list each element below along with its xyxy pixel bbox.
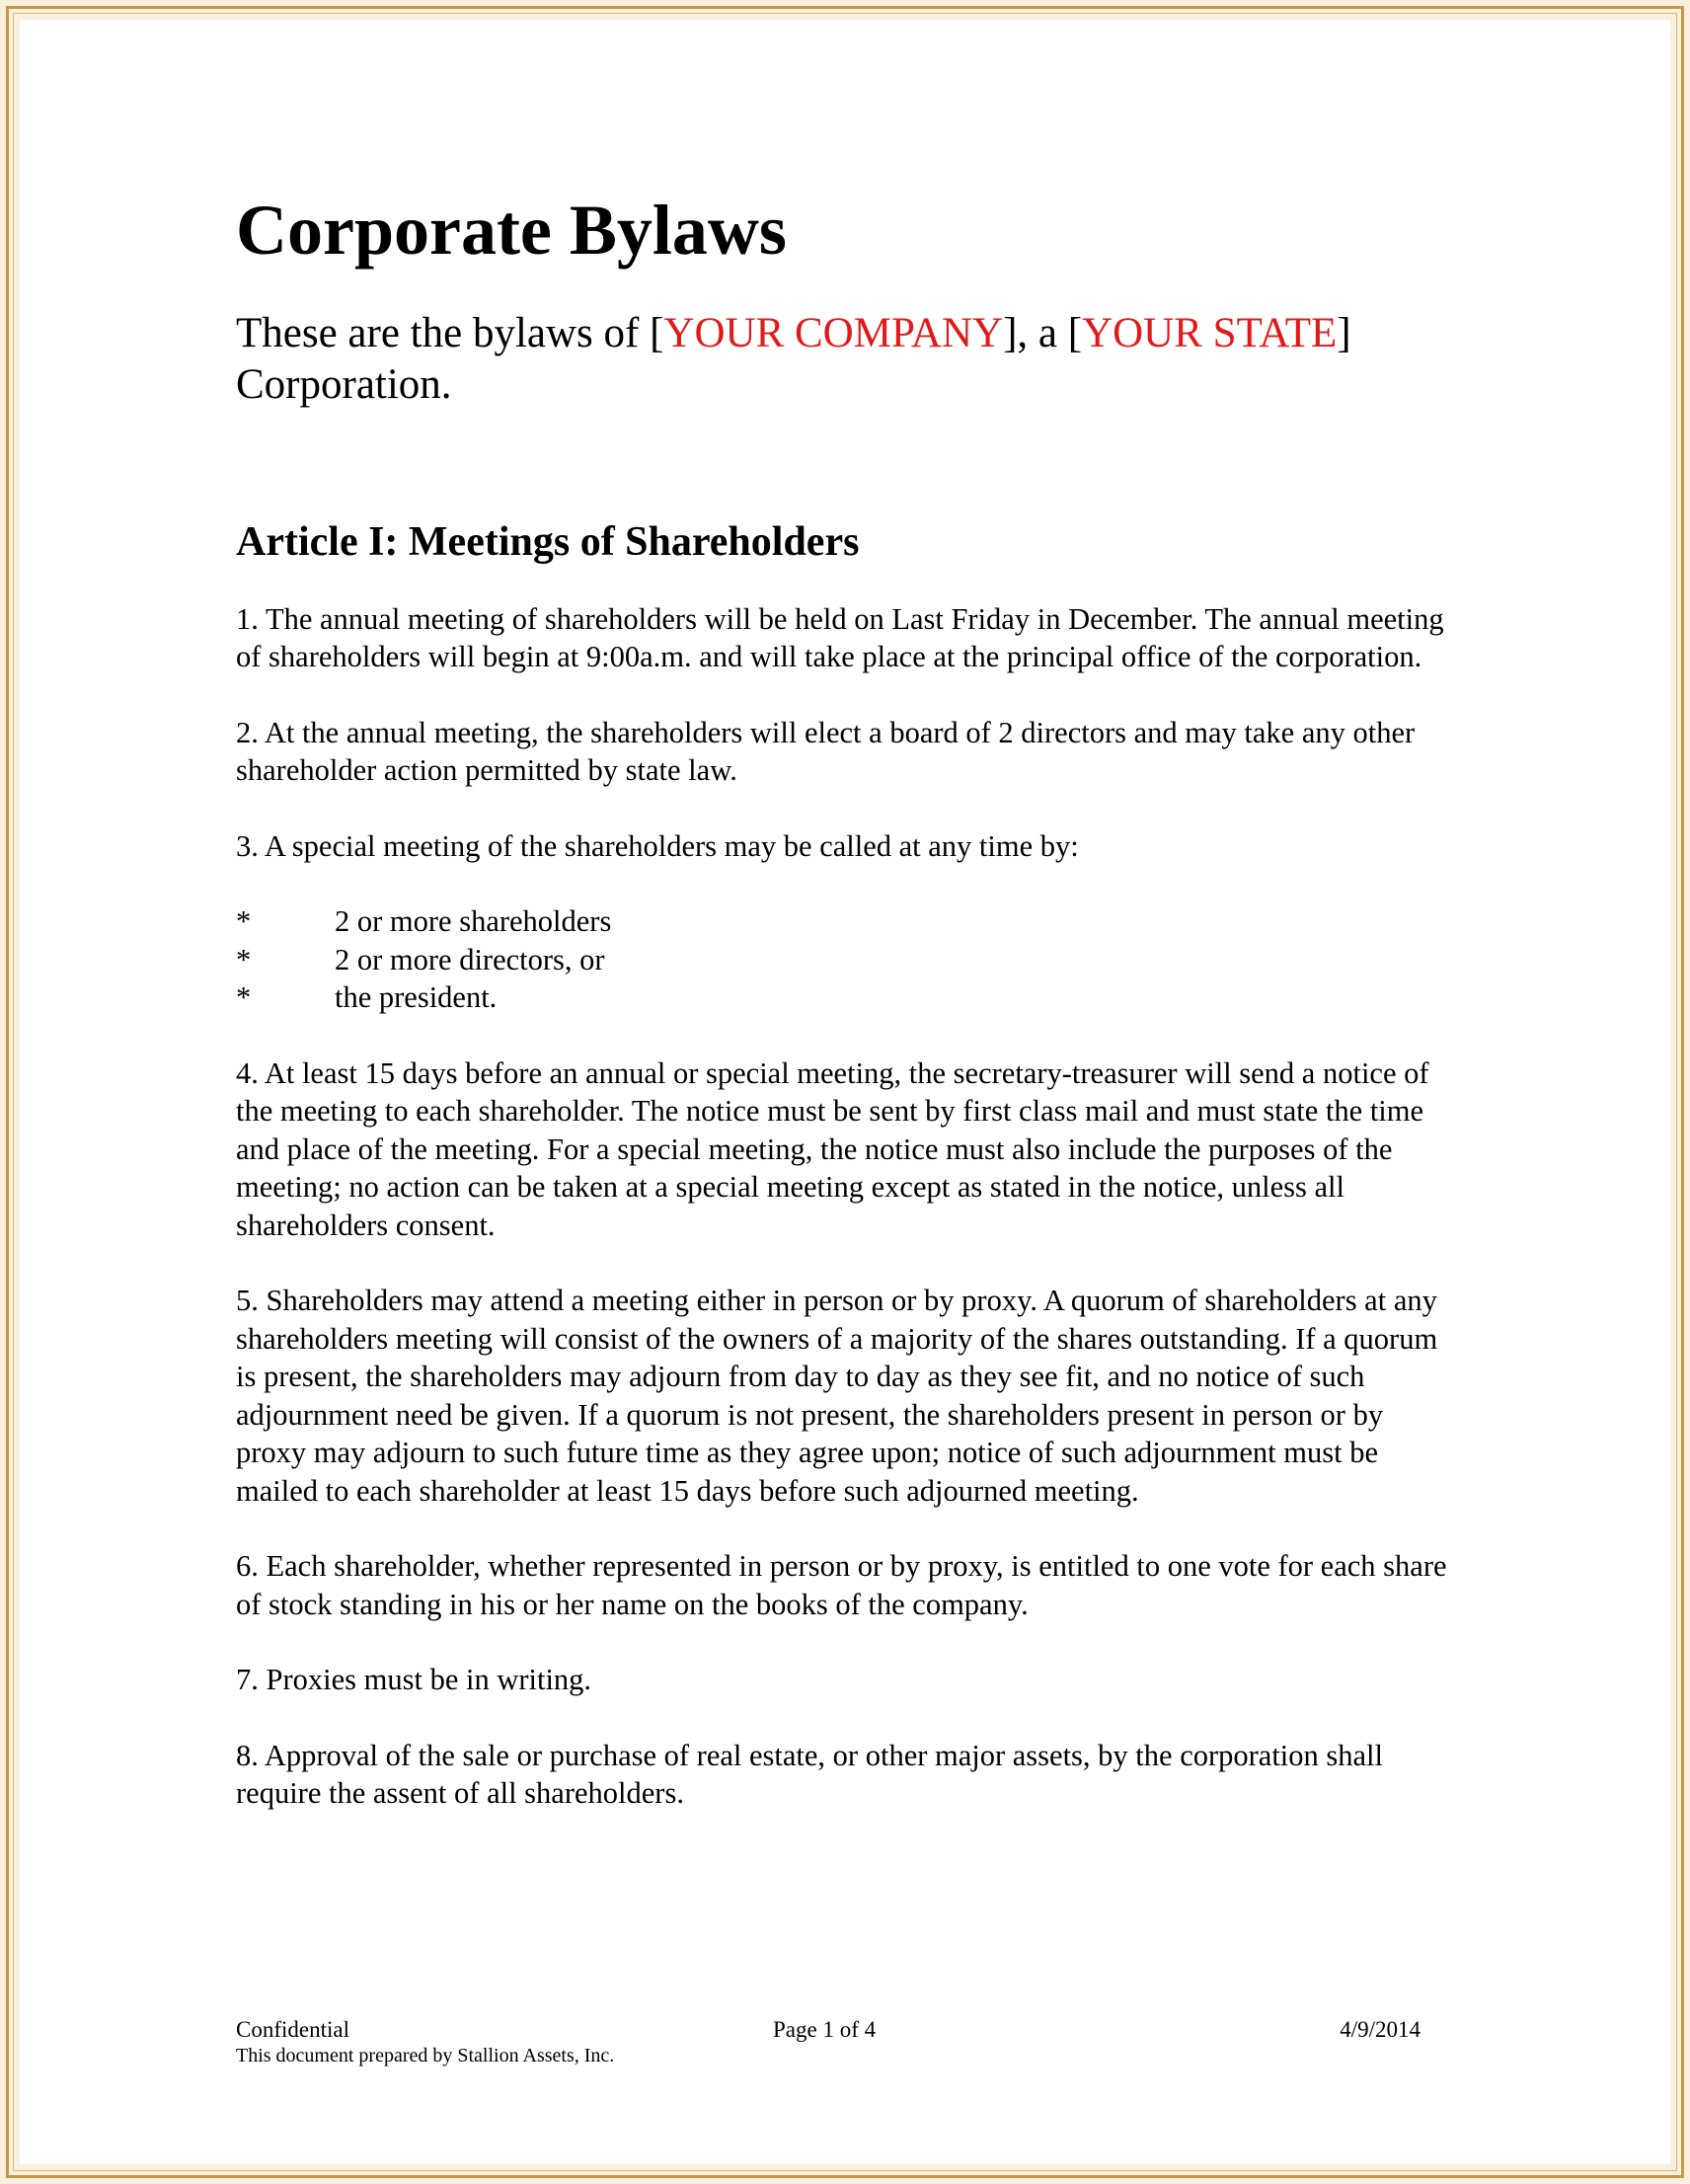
bullet-marker: * [236,904,252,939]
bullet-marker: * [236,980,252,1015]
paragraph-4: 4. At least 15 days before an annual or special meeting, the secretary-treasurer will send a notice of the meeting to each shareholder. The notice must be sent by first class mail and must state the time and place of the meeting. For a special meeting, the notice must also include the purposes of the meeting; no action can be taken at a special meeting except as stated in the notice, unless all shareholders consent. [236,1055,1429,1242]
intro-suffix: ] Corporation. [236,310,1351,409]
paragraph-7: 7. Proxies must be in writing. [236,1663,592,1697]
footer-confidential: Confidential [236,2017,349,2042]
paragraph-6: 6. Each shareholder, whether represented in person or by proxy, is entitled to one vote for each share of stock standing in his or her name on the books of the company. [236,1549,1447,1621]
footer-date: 4/9/2014 [1340,2017,1421,2042]
bullet-text: the president. [335,980,498,1015]
company-placeholder: YOUR COMPANY [663,310,1004,357]
document-title: Corporate Bylaws [236,191,787,270]
intro-middle: ], a [ [1003,310,1083,357]
intro-prefix: These are the bylaws of [ [236,310,664,357]
paragraph-2: 2. At the annual meeting, the shareholders will elect a board of 2 directors and may take any other shareholder action permitted by state law. [236,715,1416,788]
paragraph-5: 5. Shareholders may attend a meeting either in person or by proxy. A quorum of shareholders at any shareholders meeting will consist of the owners of a majority of the shares outstanding. If a quorum is present, the shareholders may adjourn from day to day as they see fit, and no notice of such adjournment need be given. If a quorum is not present, the shareholders present in person or by proxy may adjourn to such future time as they agree upon; notice of such adjournment must be mailed to each shareholder at least 15 days before such adjourned meeting. [236,1284,1438,1508]
intro-statement [236,308,1450,411]
list-item [236,941,1450,979]
bullet-marker: * [236,942,252,976]
list-item [236,902,1450,941]
paragraph-8: 8. Approval of the sale or purchase of real estate, or other major assets, by the corporation shall require the assent of all shareholders. [236,1738,1384,1811]
state-placeholder: YOUR STATE [1082,310,1338,357]
paragraph-1: 1. The annual meeting of shareholders will be held on Last Friday in December. The annual meeting of shareholders will begin at 9:00a.m. and will take place at the principal office of the corporation. [236,601,1444,674]
footer-row [236,2017,1421,2047]
article-heading: Article I: Meetings of Shareholders [236,519,860,566]
footer-prepared-by: This document prepared by Stallion Assets, Inc. [236,2045,615,2067]
bullet-text: 2 or more directors, or [335,942,605,976]
list-item [236,978,1450,1017]
page-footer [236,2017,1421,2067]
footer-page-number: Page 1 of 4 [773,2017,877,2042]
document-body [236,188,1450,1813]
bullet-text: 2 or more shareholders [335,904,612,939]
paragraph-3: 3. A special meeting of the shareholders may be called at any time by: [236,828,1079,863]
bullet-list [236,902,1450,1017]
